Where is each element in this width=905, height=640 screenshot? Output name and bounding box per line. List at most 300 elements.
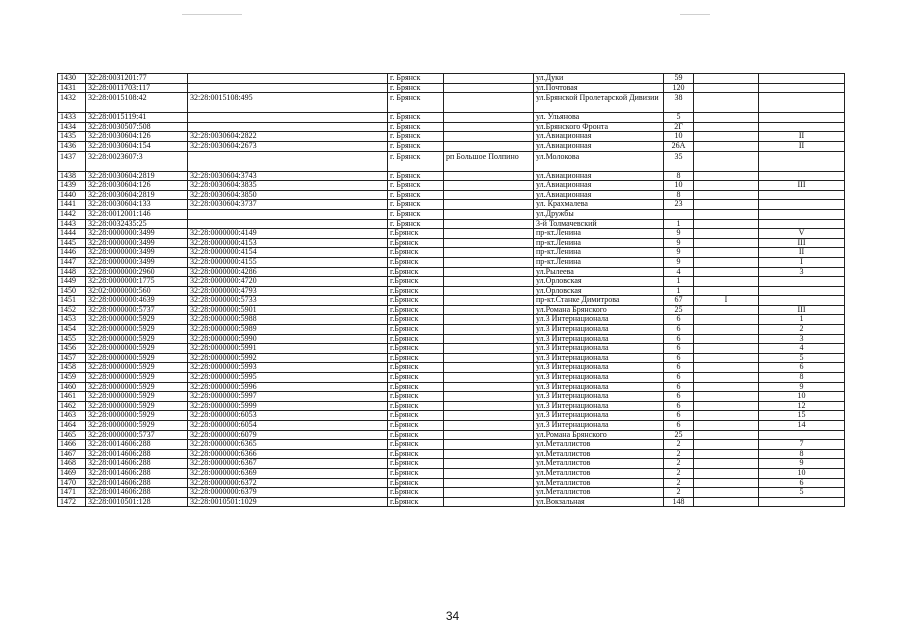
building-cell: I: [694, 296, 759, 306]
building-cell: [694, 430, 759, 440]
table-row: [58, 315, 845, 325]
cadastral-number-cell: 32:28:0030604:2819: [86, 171, 188, 181]
object-cadastral-number-cell: 32:28:0030604:3835: [188, 181, 388, 191]
building-cell: [694, 325, 759, 335]
building-cell: [694, 286, 759, 296]
city-cell: г.Брянск: [388, 488, 444, 498]
building-cell: [694, 171, 759, 181]
building-cell: [694, 478, 759, 488]
row-number-cell: 1454: [58, 325, 86, 335]
city-cell: г.Брянск: [388, 286, 444, 296]
table-row: [58, 411, 845, 421]
street-cell: ул.3 Интернационала: [534, 411, 664, 421]
house-number-cell: 2: [664, 478, 694, 488]
house-number-cell: 6: [664, 401, 694, 411]
city-cell: г. Брянск: [388, 190, 444, 200]
row-number-cell: 1463: [58, 411, 86, 421]
city-cell: г. Брянск: [388, 113, 444, 123]
settlement-cell: [444, 305, 534, 315]
table-row: [58, 468, 845, 478]
table-row: [58, 382, 845, 392]
house-number-cell: 6: [664, 392, 694, 402]
apartment-cell: [759, 122, 845, 132]
street-cell: ул.3 Интернационала: [534, 325, 664, 335]
settlement-cell: [444, 449, 534, 459]
object-cadastral-number-cell: 32:28:0000000:5999: [188, 401, 388, 411]
city-cell: г.Брянск: [388, 459, 444, 469]
city-cell: г.Брянск: [388, 344, 444, 354]
city-cell: г.Брянск: [388, 325, 444, 335]
cadastral-number-cell: 32:28:0000000:5929: [86, 353, 188, 363]
house-number-cell: 1: [664, 219, 694, 229]
object-cadastral-number-cell: 32:28:0000000:5989: [188, 325, 388, 335]
settlement-cell: [444, 267, 534, 277]
cadastral-number-cell: 32:28:0011703:117: [86, 83, 188, 93]
house-number-cell: 59: [664, 74, 694, 84]
apartment-cell: 9: [759, 459, 845, 469]
row-number-cell: 1438: [58, 171, 86, 181]
city-cell: г. Брянск: [388, 181, 444, 191]
building-cell: [694, 468, 759, 478]
building-cell: [694, 141, 759, 151]
apartment-cell: [759, 497, 845, 507]
settlement-cell: [444, 440, 534, 450]
row-number-cell: 1458: [58, 363, 86, 373]
apartment-cell: [759, 219, 845, 229]
apartment-cell: [759, 93, 845, 113]
building-cell: [694, 267, 759, 277]
apartment-cell: [759, 190, 845, 200]
street-cell: ул.Металлистов: [534, 478, 664, 488]
settlement-cell: [444, 468, 534, 478]
apartment-cell: III: [759, 238, 845, 248]
street-cell: пр-кт.Станке Димитрова: [534, 296, 664, 306]
object-cadastral-number-cell: 32:28:0000000:6367: [188, 459, 388, 469]
apartment-cell: [759, 286, 845, 296]
street-cell: ул.Орловская: [534, 286, 664, 296]
cadastral-number-cell: 32:28:0030604:126: [86, 132, 188, 142]
object-cadastral-number-cell: 32:28:0000000:5901: [188, 305, 388, 315]
object-cadastral-number-cell: [188, 151, 388, 171]
building-cell: [694, 401, 759, 411]
apartment-cell: [759, 209, 845, 219]
object-cadastral-number-cell: 32:28:0030604:2822: [188, 132, 388, 142]
row-number-cell: 1464: [58, 421, 86, 431]
settlement-cell: [444, 411, 534, 421]
settlement-cell: [444, 171, 534, 181]
house-number-cell: 6: [664, 411, 694, 421]
street-cell: ул.3 Интернационала: [534, 334, 664, 344]
cadastral-number-cell: 32:28:0000000:3499: [86, 248, 188, 258]
building-cell: [694, 113, 759, 123]
apartment-cell: [759, 277, 845, 287]
settlement-cell: [444, 200, 534, 210]
property-register-table: [57, 73, 845, 507]
object-cadastral-number-cell: 32:28:0030604:3737: [188, 200, 388, 210]
settlement-cell: [444, 229, 534, 239]
house-number-cell: 6: [664, 334, 694, 344]
city-cell: г.Брянск: [388, 257, 444, 267]
city-cell: г.Брянск: [388, 392, 444, 402]
table-row: [58, 449, 845, 459]
row-number-cell: 1465: [58, 430, 86, 440]
settlement-cell: [444, 353, 534, 363]
building-cell: [694, 74, 759, 84]
table-row: [58, 181, 845, 191]
row-number-cell: 1445: [58, 238, 86, 248]
object-cadastral-number-cell: 32:28:0000000:4793: [188, 286, 388, 296]
street-cell: ул.Авиационная: [534, 190, 664, 200]
cadastral-number-cell: 32:28:0000000:5929: [86, 373, 188, 383]
street-cell: ул.Металлистов: [534, 449, 664, 459]
building-cell: [694, 497, 759, 507]
building-cell: [694, 248, 759, 258]
house-number-cell: 6: [664, 315, 694, 325]
apartment-cell: 12: [759, 401, 845, 411]
settlement-cell: [444, 392, 534, 402]
street-cell: ул.3 Интернационала: [534, 392, 664, 402]
apartment-cell: [759, 430, 845, 440]
object-cadastral-number-cell: 32:28:0000000:4286: [188, 267, 388, 277]
object-cadastral-number-cell: 32:28:0000000:6369: [188, 468, 388, 478]
house-number-cell: 2Г: [664, 122, 694, 132]
cadastral-number-cell: 32:28:0014606:288: [86, 478, 188, 488]
building-cell: [694, 132, 759, 142]
city-cell: г. Брянск: [388, 122, 444, 132]
table-row: [58, 248, 845, 258]
house-number-cell: 2: [664, 468, 694, 478]
apartment-cell: 10: [759, 468, 845, 478]
table-row: [58, 132, 845, 142]
cadastral-number-cell: 32:28:0015119:41: [86, 113, 188, 123]
settlement-cell: [444, 325, 534, 335]
object-cadastral-number-cell: 32:28:0000000:4153: [188, 238, 388, 248]
row-number-cell: 1439: [58, 181, 86, 191]
cadastral-number-cell: 32:28:0000000:5929: [86, 392, 188, 402]
apartment-cell: 6: [759, 363, 845, 373]
row-number-cell: 1467: [58, 449, 86, 459]
apartment-cell: I: [759, 257, 845, 267]
row-number-cell: 1437: [58, 151, 86, 171]
cadastral-number-cell: 32:28:0014606:288: [86, 440, 188, 450]
building-cell: [694, 421, 759, 431]
apartment-cell: [759, 74, 845, 84]
house-number-cell: 6: [664, 382, 694, 392]
table-row: [58, 209, 845, 219]
row-number-cell: 1447: [58, 257, 86, 267]
object-cadastral-number-cell: 32:28:0000000:6079: [188, 430, 388, 440]
house-number-cell: 6: [664, 325, 694, 335]
apartment-cell: 9: [759, 382, 845, 392]
row-number-cell: 1472: [58, 497, 86, 507]
street-cell: пр-кт.Ленина: [534, 238, 664, 248]
table-row: [58, 305, 845, 315]
house-number-cell: 5: [664, 113, 694, 123]
settlement-cell: [444, 373, 534, 383]
table-row: [58, 459, 845, 469]
cadastral-number-cell: 32:28:0031201:77: [86, 74, 188, 84]
city-cell: г.Брянск: [388, 238, 444, 248]
street-cell: ул.3 Интернационала: [534, 353, 664, 363]
cadastral-number-cell: 32:28:0000000:5929: [86, 411, 188, 421]
row-number-cell: 1434: [58, 122, 86, 132]
table-row: [58, 296, 845, 306]
building-cell: [694, 334, 759, 344]
settlement-cell: [444, 238, 534, 248]
street-cell: пр-кт.Ленина: [534, 248, 664, 258]
building-cell: [694, 83, 759, 93]
apartment-cell: [759, 113, 845, 123]
settlement-cell: [444, 286, 534, 296]
cadastral-number-cell: 32:28:0000000:3499: [86, 229, 188, 239]
row-number-cell: 1456: [58, 344, 86, 354]
street-cell: 3-й Толмачевский: [534, 219, 664, 229]
apartment-cell: 5: [759, 488, 845, 498]
street-cell: пр-кт.Ленина: [534, 229, 664, 239]
street-cell: ул.Дружбы: [534, 209, 664, 219]
building-cell: [694, 190, 759, 200]
house-number-cell: 148: [664, 497, 694, 507]
table-row: [58, 430, 845, 440]
city-cell: г.Брянск: [388, 305, 444, 315]
settlement-cell: [444, 344, 534, 354]
row-number-cell: 1453: [58, 315, 86, 325]
table-row: [58, 171, 845, 181]
row-number-cell: 1433: [58, 113, 86, 123]
cadastral-number-cell: 32:28:0030604:126: [86, 181, 188, 191]
row-number-cell: 1432: [58, 93, 86, 113]
city-cell: г.Брянск: [388, 421, 444, 431]
object-cadastral-number-cell: 32:28:0000000:5992: [188, 353, 388, 363]
house-number-cell: 10: [664, 132, 694, 142]
city-cell: г.Брянск: [388, 382, 444, 392]
row-number-cell: 1430: [58, 74, 86, 84]
settlement-cell: [444, 93, 534, 113]
city-cell: г. Брянск: [388, 83, 444, 93]
object-cadastral-number-cell: 32:28:0030604:2673: [188, 141, 388, 151]
apartment-cell: 2: [759, 325, 845, 335]
house-number-cell: 25: [664, 305, 694, 315]
object-cadastral-number-cell: 32:28:0000000:4149: [188, 229, 388, 239]
street-cell: ул.3 Интернационала: [534, 344, 664, 354]
cadastral-number-cell: 32:28:0000000:5929: [86, 363, 188, 373]
row-number-cell: 1441: [58, 200, 86, 210]
row-number-cell: 1452: [58, 305, 86, 315]
apartment-cell: 4: [759, 344, 845, 354]
street-cell: ул.Романа Брянского: [534, 305, 664, 315]
row-number-cell: 1459: [58, 373, 86, 383]
settlement-cell: [444, 181, 534, 191]
object-cadastral-number-cell: 32:28:0000000:4155: [188, 257, 388, 267]
table-row: [58, 325, 845, 335]
street-cell: ул.Металлистов: [534, 440, 664, 450]
table-row: [58, 257, 845, 267]
cadastral-number-cell: 32:28:0000000:5929: [86, 401, 188, 411]
object-cadastral-number-cell: 32:28:0030604:3850: [188, 190, 388, 200]
apartment-cell: [759, 296, 845, 306]
city-cell: г. Брянск: [388, 171, 444, 181]
cadastral-number-cell: 32:28:0000000:5929: [86, 421, 188, 431]
table-row: [58, 421, 845, 431]
table-row: [58, 200, 845, 210]
house-number-cell: 9: [664, 238, 694, 248]
building-cell: [694, 151, 759, 171]
row-number-cell: 1462: [58, 401, 86, 411]
settlement-cell: [444, 363, 534, 373]
apartment-cell: II: [759, 132, 845, 142]
house-number-cell: 6: [664, 363, 694, 373]
table-row: [58, 122, 845, 132]
street-cell: ул.Металлистов: [534, 488, 664, 498]
building-cell: [694, 488, 759, 498]
city-cell: г. Брянск: [388, 151, 444, 171]
object-cadastral-number-cell: 32:28:0000000:4720: [188, 277, 388, 287]
cadastral-number-cell: 32:28:0000000:1775: [86, 277, 188, 287]
row-number-cell: 1443: [58, 219, 86, 229]
street-cell: ул.Почтовая: [534, 83, 664, 93]
row-number-cell: 1431: [58, 83, 86, 93]
street-cell: ул.Авиационная: [534, 171, 664, 181]
city-cell: г.Брянск: [388, 449, 444, 459]
object-cadastral-number-cell: 32:28:0000000:5996: [188, 382, 388, 392]
apartment-cell: V: [759, 229, 845, 239]
settlement-cell: рп Большое Полпино: [444, 151, 534, 171]
house-number-cell: 26А: [664, 141, 694, 151]
building-cell: [694, 373, 759, 383]
house-number-cell: 10: [664, 181, 694, 191]
row-number-cell: 1469: [58, 468, 86, 478]
settlement-cell: [444, 315, 534, 325]
house-number-cell: 4: [664, 267, 694, 277]
apartment-cell: II: [759, 141, 845, 151]
table-row: [58, 478, 845, 488]
table-row: [58, 267, 845, 277]
city-cell: г.Брянск: [388, 353, 444, 363]
cadastral-number-cell: 32:28:0000000:5737: [86, 305, 188, 315]
street-cell: ул.Орловская: [534, 277, 664, 287]
building-cell: [694, 411, 759, 421]
apartment-cell: [759, 83, 845, 93]
house-number-cell: 120: [664, 83, 694, 93]
object-cadastral-number-cell: 32:28:0000000:5997: [188, 392, 388, 402]
building-cell: [694, 238, 759, 248]
object-cadastral-number-cell: 32:28:0000000:5993: [188, 363, 388, 373]
table-row: [58, 229, 845, 239]
cadastral-number-cell: 32:28:0000000:3499: [86, 257, 188, 267]
cadastral-number-cell: 32:28:0000000:2960: [86, 267, 188, 277]
building-cell: [694, 219, 759, 229]
city-cell: г.Брянск: [388, 440, 444, 450]
settlement-cell: [444, 296, 534, 306]
table-body: [58, 74, 845, 507]
house-number-cell: 2: [664, 488, 694, 498]
city-cell: г.Брянск: [388, 430, 444, 440]
apartment-cell: 15: [759, 411, 845, 421]
scan-artifact: [182, 14, 242, 15]
object-cadastral-number-cell: 32:28:0000000:5990: [188, 334, 388, 344]
city-cell: г. Брянск: [388, 74, 444, 84]
object-cadastral-number-cell: 32:28:0030604:3743: [188, 171, 388, 181]
building-cell: [694, 440, 759, 450]
row-number-cell: 1435: [58, 132, 86, 142]
table-row: [58, 277, 845, 287]
street-cell: ул.Брянской Пролетарской Дивизии: [534, 93, 664, 113]
apartment-cell: 8: [759, 449, 845, 459]
settlement-cell: [444, 122, 534, 132]
cadastral-number-cell: 32:28:0030604:154: [86, 141, 188, 151]
city-cell: г.Брянск: [388, 363, 444, 373]
building-cell: [694, 392, 759, 402]
object-cadastral-number-cell: 32:28:0000000:6366: [188, 449, 388, 459]
cadastral-number-cell: 32:28:0014606:288: [86, 459, 188, 469]
apartment-cell: [759, 171, 845, 181]
street-cell: ул.Брянского Фронта: [534, 122, 664, 132]
building-cell: [694, 181, 759, 191]
house-number-cell: 9: [664, 257, 694, 267]
object-cadastral-number-cell: 32:28:0000000:5995: [188, 373, 388, 383]
apartment-cell: II: [759, 248, 845, 258]
apartment-cell: 8: [759, 373, 845, 383]
city-cell: г.Брянск: [388, 373, 444, 383]
row-number-cell: 1442: [58, 209, 86, 219]
house-number-cell: 25: [664, 430, 694, 440]
building-cell: [694, 459, 759, 469]
street-cell: ул.3 Интернационала: [534, 315, 664, 325]
object-cadastral-number-cell: [188, 83, 388, 93]
city-cell: г.Брянск: [388, 478, 444, 488]
object-cadastral-number-cell: [188, 122, 388, 132]
settlement-cell: [444, 334, 534, 344]
settlement-cell: [444, 83, 534, 93]
house-number-cell: 6: [664, 373, 694, 383]
cadastral-number-cell: 32:28:0023607:3: [86, 151, 188, 171]
cadastral-number-cell: 32:28:0015108:42: [86, 93, 188, 113]
object-cadastral-number-cell: 32:28:0000000:6372: [188, 478, 388, 488]
cadastral-number-cell: 32:28:0032435:25: [86, 219, 188, 229]
row-number-cell: 1450: [58, 286, 86, 296]
building-cell: [694, 353, 759, 363]
apartment-cell: 3: [759, 334, 845, 344]
row-number-cell: 1466: [58, 440, 86, 450]
cadastral-number-cell: 32:28:0012001:146: [86, 209, 188, 219]
cadastral-number-cell: 32:28:0000000:5929: [86, 344, 188, 354]
table-row: [58, 219, 845, 229]
apartment-cell: III: [759, 305, 845, 315]
city-cell: г. Брянск: [388, 141, 444, 151]
city-cell: г. Брянск: [388, 132, 444, 142]
city-cell: г.Брянск: [388, 411, 444, 421]
building-cell: [694, 315, 759, 325]
row-number-cell: 1444: [58, 229, 86, 239]
settlement-cell: [444, 257, 534, 267]
row-number-cell: 1455: [58, 334, 86, 344]
apartment-cell: 3: [759, 267, 845, 277]
row-number-cell: 1461: [58, 392, 86, 402]
house-number-cell: 6: [664, 421, 694, 431]
house-number-cell: [664, 209, 694, 219]
page-number: 34: [445, 609, 460, 623]
street-cell: ул.Металлистов: [534, 468, 664, 478]
table-row: [58, 353, 845, 363]
house-number-cell: 35: [664, 151, 694, 171]
cadastral-number-cell: 32:28:0014606:288: [86, 488, 188, 498]
city-cell: г.Брянск: [388, 267, 444, 277]
cadastral-number-cell: 32:28:0000000:5737: [86, 430, 188, 440]
object-cadastral-number-cell: 32:28:0000000:6365: [188, 440, 388, 450]
building-cell: [694, 382, 759, 392]
row-number-cell: 1468: [58, 459, 86, 469]
house-number-cell: 9: [664, 229, 694, 239]
